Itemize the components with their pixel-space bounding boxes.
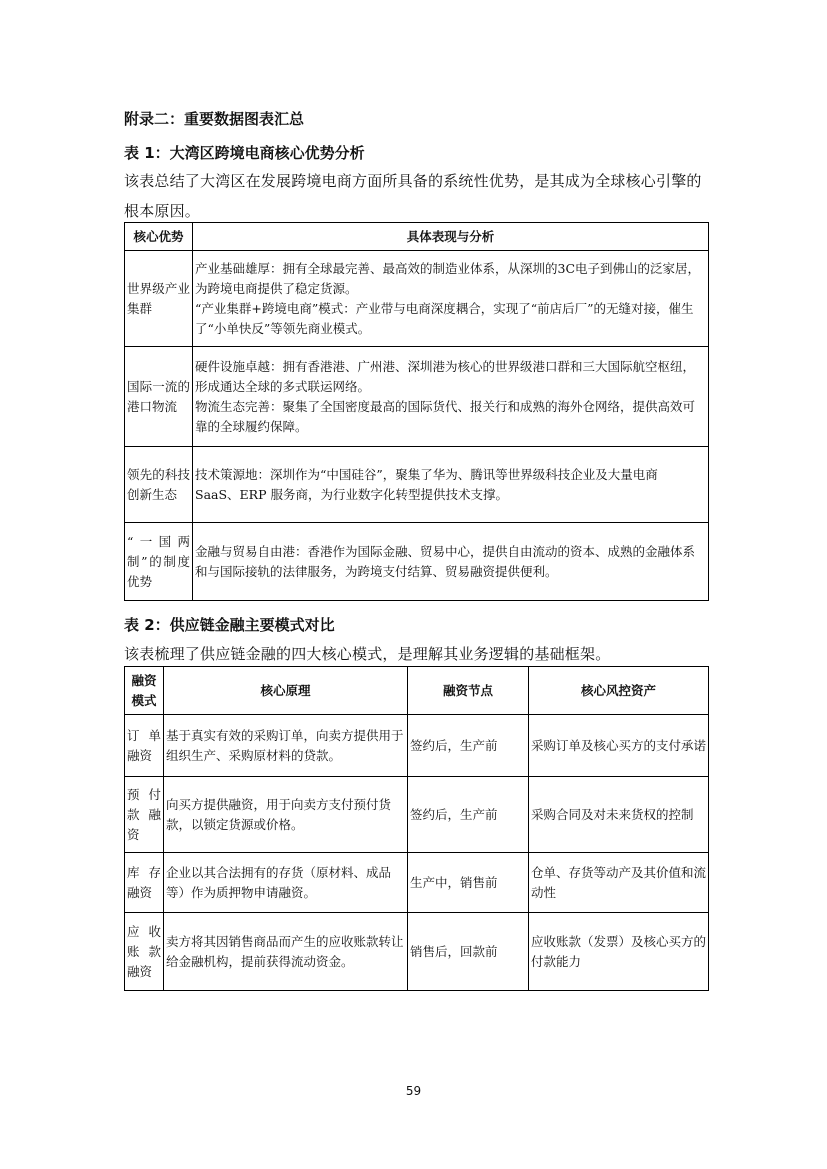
table-row — [125, 777, 709, 853]
page-number: 59 — [405, 1084, 422, 1098]
table-row — [125, 523, 709, 601]
table2-header-asset: 核心风控资产 — [529, 667, 709, 715]
table2-heading: 表 2：供应链金融主要模式对比 — [124, 616, 335, 634]
table1-header-row — [125, 223, 709, 251]
mode-cell: 库存融资 — [125, 853, 164, 913]
details-cell — [193, 251, 709, 347]
table-row — [125, 447, 709, 523]
table2-header-node: 融资节点 — [408, 667, 529, 715]
table2-intro: 该表梳理了供应链金融的四大核心模式，是理解其业务逻辑的基础框架。 — [124, 645, 611, 663]
table-row — [125, 715, 709, 777]
mode-cell: 预付款融资 — [125, 777, 164, 853]
table2-header-principle: 核心原理 — [164, 667, 408, 715]
node-cell: 签约后，生产前 — [408, 777, 529, 853]
principle-cell: 卖方将其因销售商品而产生的应收账款转让给金融机构，提前获得流动资金。 — [164, 913, 408, 991]
table1-intro: 该表总结了大湾区在发展跨境电商方面所具备的系统性优势，是其成为全球核心引擎的根本原因。 — [124, 172, 702, 220]
principle-cell: 企业以其合法拥有的存货（原材料、成品等）作为质押物申请融资。 — [164, 853, 408, 913]
table2-supply-chain-finance — [124, 666, 709, 991]
asset-cell: 采购订单及核心买方的支付承诺 — [529, 715, 709, 777]
table2-header-mode: 融资模式 — [125, 667, 164, 715]
detail-text: 技术策源地：深圳作为“中国硅谷”，聚集了华为、腾讯等世界级科技企业及大量电商 SaaS、ERP 服务商，为行业数字化转型提供技术支撑。 — [195, 466, 658, 502]
table-row — [125, 913, 709, 991]
table-row — [125, 251, 709, 347]
node-cell: 销售后，回款前 — [408, 913, 529, 991]
details-cell — [193, 347, 709, 447]
table1-heading: 表 1：大湾区跨境电商核心优势分析 — [124, 144, 365, 162]
detail-text: 硬件设施卓越：拥有香港港、广州港、深圳港为核心的世界级港口群和三大国际航空枢纽，形成通达全球的多式联运网络。 — [195, 358, 696, 394]
table-row — [125, 347, 709, 447]
table-row — [125, 853, 709, 913]
asset-cell: 应收账款（发票）及核心买方的付款能力 — [529, 913, 709, 991]
table2-header-row — [125, 667, 709, 715]
principle-cell: 向买方提供融资，用于向卖方支付预付货款，以锁定货源或价格。 — [164, 777, 408, 853]
appendix-title: 附录二：重要数据图表汇总 — [124, 110, 305, 128]
detail-text: “产业集群+跨境电商”模式：产业带与电商深度耦合，实现了“前店后厂”的无缝对接，催生了“小单快反”等领先商业模式。 — [195, 300, 694, 336]
node-cell: 生产中，销售前 — [408, 853, 529, 913]
detail-text: 物流生态完善：聚集了全国密度最高的国际货代、报关行和成熟的海外仓网络，提供高效可靠的全球履约保障。 — [195, 398, 696, 434]
asset-cell: 仓单、存货等动产及其价值和流动性 — [529, 853, 709, 913]
details-cell — [193, 523, 709, 601]
principle-cell: 基于真实有效的采购订单，向卖方提供用于组织生产、采购原材料的贷款。 — [164, 715, 408, 777]
advantage-cell: 世界级产业集群 — [125, 251, 193, 347]
node-cell: 签约后，生产前 — [408, 715, 529, 777]
detail-text: 金融与贸易自由港：香港作为国际金融、贸易中心，提供自由流动的资本、成熟的金融体系和与国际接轨的法律服务，为跨境支付结算、贸易融资提供便利。 — [195, 543, 696, 579]
advantage-cell: “一国两制”的制度优势 — [125, 523, 193, 601]
advantage-cell: 领先的科技创新生态 — [125, 447, 193, 523]
table1-header-details: 具体表现与分析 — [193, 223, 709, 251]
mode-cell: 应收账款融资 — [125, 913, 164, 991]
details-cell — [193, 447, 709, 523]
asset-cell: 采购合同及对未来货权的控制 — [529, 777, 709, 853]
detail-text: 产业基础雄厚：拥有全球最完善、最高效的制造业体系，从深圳的3C电子到佛山的泛家居，为跨境电商提供了稳定货源。 — [195, 260, 701, 296]
table1-core-advantages — [124, 222, 709, 601]
mode-cell: 订单融资 — [125, 715, 164, 777]
advantage-cell: 国际一流的港口物流 — [125, 347, 193, 447]
table1-header-advantage: 核心优势 — [125, 223, 193, 251]
